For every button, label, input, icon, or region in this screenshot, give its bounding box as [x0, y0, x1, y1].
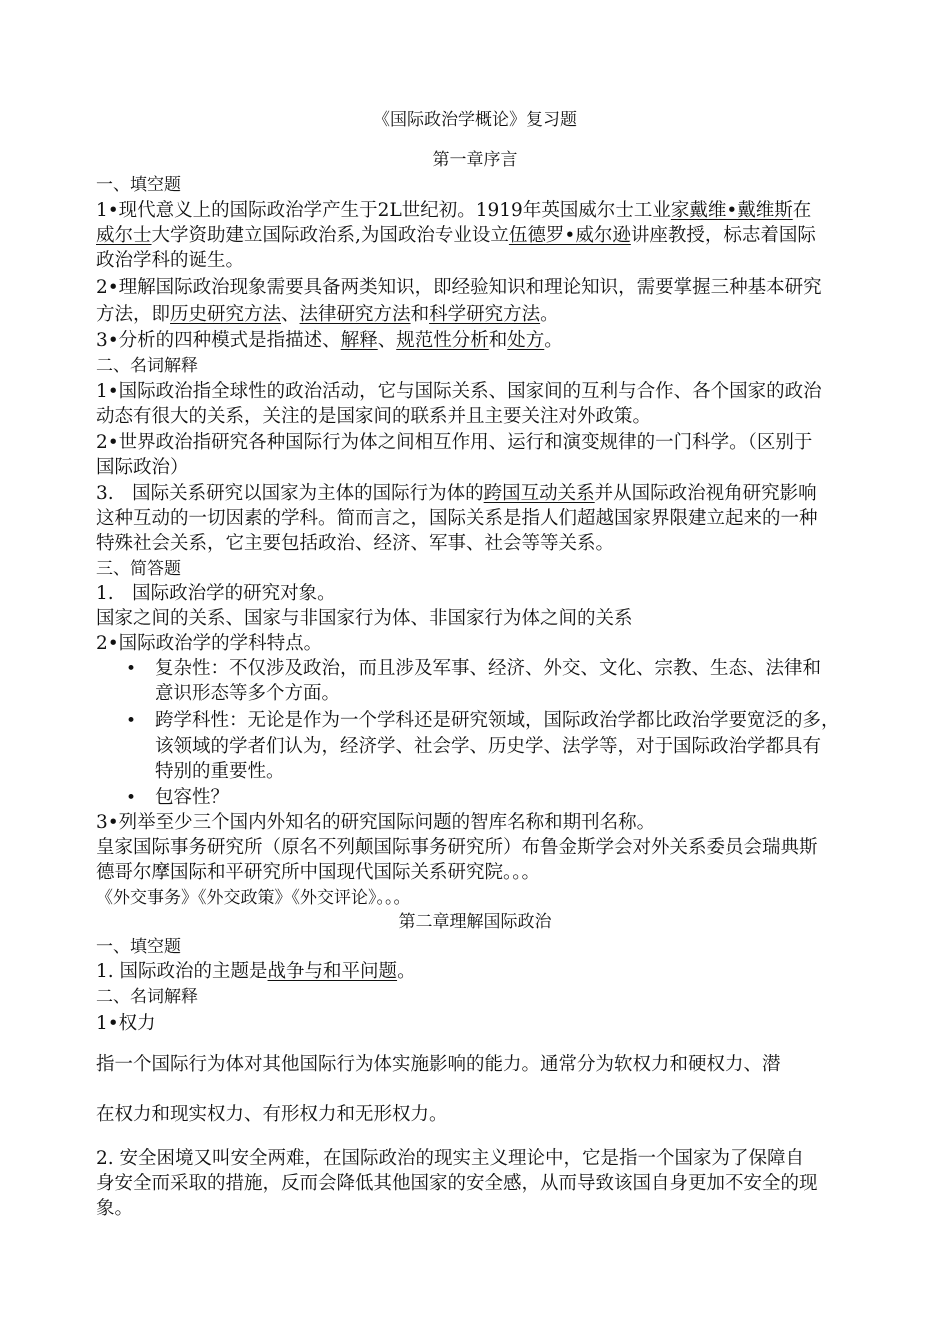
section-fill-blank-2: 一、填空题	[96, 937, 181, 957]
term-1-line-2: 动态有很大的关系，关注的是国家间的联系并且主要关注对外政策。	[96, 406, 652, 427]
text: 1. 国际政治的主题是	[96, 961, 268, 982]
ch2-term-1-title: 1•权力	[96, 1013, 156, 1034]
answer: 科学研究方法	[429, 304, 541, 325]
answer: 规范性分析	[396, 330, 489, 351]
text: 并从国际政治视角研究影响	[594, 483, 817, 504]
term-2-line-1: 2•世界政治指研究各种国际行为体之间相互作用、运行和演变规律的一门科学。（区别于	[96, 432, 813, 453]
text: 、	[377, 330, 397, 351]
document-title: 《国际政治学概论》复习题	[373, 110, 577, 130]
answer-1: 国家之间的关系、国家与非国家行为体、非国家行为体之间的关系	[96, 608, 633, 629]
answer: 家戴维•戴维斯	[670, 200, 793, 221]
ch2-term-2-line-3: 象。	[96, 1198, 134, 1219]
bullet-1-line-2: 意识形态等多个方面。	[155, 683, 341, 704]
text: 大学资助建立国际政治系,为国政治专业设立	[151, 225, 509, 246]
text: 在	[792, 200, 812, 221]
chapter-2-heading: 第二章理解国际政治	[398, 912, 552, 932]
term-3-line-3: 特殊社会关系，它主要包括政治、经济、军事、社会等等关系。	[96, 533, 615, 554]
text: 、	[281, 304, 300, 325]
term-1-line-1: 1•国际政治指全球性的政治活动，它与国际关系、国家间的互利与合作、各个国家的政治	[96, 381, 822, 402]
bullet-3-symbol: •	[126, 788, 137, 808]
answer: 伍德罗•威尔逊	[508, 225, 631, 246]
section-term-explanation: 二、名词解释	[96, 356, 198, 376]
bullet-1-symbol: •	[126, 659, 137, 679]
answer-3-line-3: 《外交事务》《外交政策》《外交评论》。。。	[96, 888, 411, 908]
chapter-1-heading: 第一章序言	[432, 150, 518, 170]
fill-1-line-3: 政治学科的诞生。	[96, 250, 245, 271]
answer-3-line-1: 皇家国际事务研究所（原名不列颠国际事务研究所）布鲁金斯学会对外关系委员会瑞典斯	[96, 837, 818, 858]
fill-2-line-1: 2•理解国际政治现象需要具备两类知识，即经验知识和理论知识，需要掌握三种基本研究	[96, 277, 822, 298]
text: 和	[488, 330, 508, 351]
text: 3. 国际关系研究以国家为主体的国际行为体的	[96, 483, 484, 504]
bullet-2-line-1: 跨学科性：无论是作为一个学科还是研究领域，国际政治学都比政治学要宽泛的多，	[155, 710, 840, 731]
answer: 处方	[507, 330, 545, 351]
bullet-2-symbol: •	[126, 711, 137, 731]
fill-3	[96, 329, 563, 353]
text: 。	[540, 304, 559, 325]
question-1: 1. 国际政治学的研究对象。	[96, 583, 336, 604]
section-term-explanation-2: 二、名词解释	[96, 987, 198, 1007]
text: 。	[544, 330, 563, 351]
text: 和	[410, 304, 430, 325]
term-2-line-2: 国际政治）	[96, 457, 189, 478]
fill-1-line-1	[96, 199, 811, 223]
answer: 威尔士	[96, 225, 152, 246]
answer-3-line-2: 德哥尔摩国际和平研究所中国现代国际关系研究院。。。	[96, 862, 541, 883]
answer: 战争与和平问题	[267, 961, 398, 982]
answer: 解释	[340, 330, 378, 351]
bullet-1-line-1: 复杂性：不仅涉及政治，而且涉及军事、经济、外交、文化、宗教、生态、法律和	[155, 658, 822, 679]
text: 讲座教授，标志着国际	[630, 225, 816, 246]
section-short-answer: 三、简答题	[96, 559, 181, 579]
ch2-term-1-line-1: 指一个国际行为体对其他国际行为体实施影响的能力。通常分为软权力和硬权力、潜	[96, 1054, 781, 1075]
section-fill-blank: 一、填空题	[96, 175, 181, 195]
text: 方法，即	[96, 304, 171, 325]
question-2: 2•国际政治学的学科特点。	[96, 633, 323, 654]
ch2-term-1-line-2: 在权力和现实权力、有形权力和无形权力。	[96, 1104, 448, 1125]
fill-1-line-2	[96, 224, 816, 248]
text: 。	[397, 961, 416, 982]
answer: 跨国互动关系	[483, 483, 595, 504]
question-3: 3•列举至少三个国内外知名的研究国际问题的智库名称和期刊名称。	[96, 812, 656, 833]
term-3-line-2: 这种互动的一切因素的学科。简而言之，国际关系是指人们超越国家界限建立起来的一种	[96, 508, 818, 529]
ch2-term-2-line-2: 身安全而采取的措施，反而会降低其他国家的安全感，从而导致该国自身更加不安全的现	[96, 1173, 818, 1194]
answer: 历史研究方法	[170, 304, 282, 325]
ch2-fill-1	[96, 960, 416, 984]
fill-2-line-2	[96, 303, 559, 327]
answer: 法律研究方法	[299, 304, 411, 325]
term-3-line-1	[96, 482, 817, 506]
text: 3•分析的四种模式是指描述、	[96, 330, 341, 351]
ch2-term-2-line-1: 2. 安全困境又叫安全两难，在国际政治的现实主义理论中，它是指一个国家为了保障自	[96, 1148, 805, 1169]
bullet-2-line-2: 该领域的学者们认为，经济学、社会学、历史学、法学等，对于国际政治学都具有	[155, 736, 822, 757]
bullet-2-line-3: 特别的重要性。	[155, 761, 285, 782]
text: 1•现代意义上的国际政治学产生于2L世纪初。1919年英国威尔士工业	[96, 200, 671, 221]
bullet-3-line-1: 包容性？	[155, 787, 230, 808]
